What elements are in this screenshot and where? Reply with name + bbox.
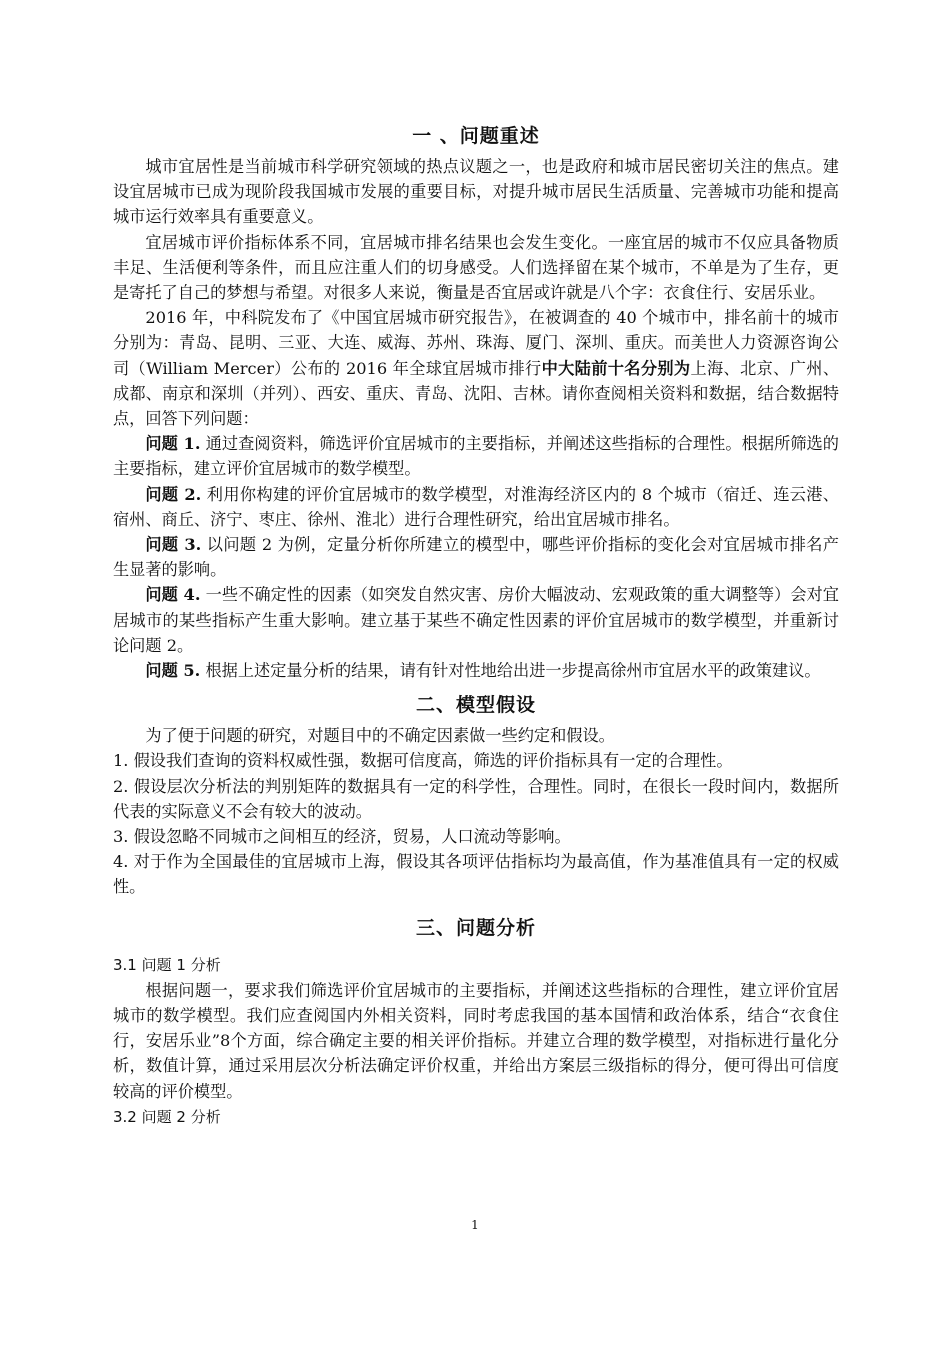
paragraph: 为了便于问题的研究，对题目中的不确定因素做一些约定和假设。 bbox=[145, 726, 615, 746]
question-4 bbox=[113, 582, 839, 658]
page-number: 1 bbox=[471, 1218, 479, 1232]
section-title-2: 二、模型假设 bbox=[415, 694, 536, 717]
question-2 bbox=[113, 482, 839, 532]
question-text: 通过查阅资料，筛选评价宜居城市的主要指标，并阐述这些指标的合理性。根据所筛选的主要指标，建立评价宜居城市的数学模型。 bbox=[113, 434, 839, 479]
paragraph: 宜居城市评价指标体系不同，宜居城市排名结果也会发生变化。一座宜居的城市不仅应具备物质丰足、生活便利等条件，而且应注重人们的切身感受。人们选择留在某个城市，不单是为了生存，更是寄托了自己的梦想与希望。对很多人来说，衡量是否宜居或许就是八个字：衣食住行、安居乐业。 bbox=[113, 232, 839, 303]
question-text: 利用你构建的评价宜居城市的数学模型，对淮海经济区内的 8 个城市（宿迁、连云港、宿州、商丘、济宁、枣庄、徐州、淮北）进行合理性研究，给出宜居城市排名。 bbox=[113, 484, 839, 529]
question-label: 问题 4. bbox=[145, 585, 201, 605]
paragraph bbox=[113, 305, 839, 431]
section-title-1: 一 、问题重述 bbox=[412, 125, 540, 147]
section-title-3: 三、问题分析 bbox=[415, 916, 536, 939]
document-page bbox=[113, 118, 839, 1130]
question-text: 一些不确定性的因素（如突发自然灾害、房价大幅波动、宏观政策的重大调整等）会对宜居城市的某些指标产生重大影响。建立基于某些不确定性因素的评价宜居城市的数学模型，并重新讨论问题 2。 bbox=[113, 585, 839, 655]
question-5 bbox=[113, 658, 839, 683]
question-text: 根据上述定量分析的结果，请有针对性地给出进一步提高徐州市宜居水平的政策建议。 bbox=[200, 661, 821, 681]
question-label: 问题 5. bbox=[145, 661, 201, 681]
question-text: 以问题 2 为例，定量分析你所建立的模型中，哪些评价指标的变化会对宜居城市排名产生显著的影响。 bbox=[113, 535, 839, 580]
assumption-2: 2. 假设层次分析法的判别矩阵的数据具有一定的科学性，合理性。同时，在很长一段时间内，数据所代表的实际意义不会有较大的波动。 bbox=[113, 776, 839, 821]
question-1 bbox=[113, 431, 839, 481]
assumption-4: 4. 对于作为全国最佳的宜居城市上海，假设其各项评估指标均为最高值，作为基准值具有一定的权威性。 bbox=[113, 852, 839, 897]
question-label: 问题 1. bbox=[145, 434, 201, 454]
question-label: 问题 2. bbox=[145, 484, 202, 504]
assumption-3: 3. 假设忽略不同城市之间相互的经济，贸易，人口流动等影响。 bbox=[113, 827, 571, 847]
paragraph: 城市宜居性是当前城市科学研究领域的热点议题之一，也是政府和城市居民密切关注的焦点。建设宜居城市已成为现阶段我国城市发展的重要目标，对提升城市居民生活质量、完善城市功能和提高城市运行效率具有重要意义。 bbox=[113, 157, 839, 227]
paragraph: 根据问题一，要求我们筛选评价宜居城市的主要指标，并阐述这些指标的合理性，建立评价宜居城市的数学模型。我们应查阅国内外相关资料，同时考虑我国的基本国情和政治体系，结合“衣食住行，安居乐业”8个方面，综合确定主要的相关评价指标。并建立合理的数学模型，对指标进行量化分析，数值计算，通过采用层次分析法确定评价权重，并给出方案层三级指标的得分，便可得出可信度较高的评价模型。 bbox=[113, 980, 839, 1101]
question-label: 问题 3. bbox=[145, 535, 202, 555]
text-run: 上海、北京、广州、成都、南京和深圳（并列）、西安、重庆、青岛、沈阳、吉林。请你查阅相关资料和数据，结合数据特点，回答下列问题： bbox=[113, 358, 840, 429]
question-3 bbox=[113, 532, 839, 582]
assumption-1: 1. 假设我们查询的资料权威性强，数据可信度高，筛选的评价指标具有一定的合理性。 bbox=[113, 751, 733, 771]
subsection-heading: 3.1 问题 1 分析 bbox=[113, 955, 221, 974]
bold-text: 中大陆前十名分别为 bbox=[541, 358, 691, 378]
subsection-heading: 3.2 问题 2 分析 bbox=[113, 1107, 221, 1126]
text-run: 2016 年，中科院发布了《中国宜居城市研究报告》，在被调查的 40 个城市中，排名前十的城市分别为：青岛、昆明、三亚、大连、威海、苏州、珠海、厦门、深圳、重庆。而美世人力资源咨询公司（William Mercer）公布的 2016 年全球宜居城市排行 bbox=[113, 308, 839, 378]
